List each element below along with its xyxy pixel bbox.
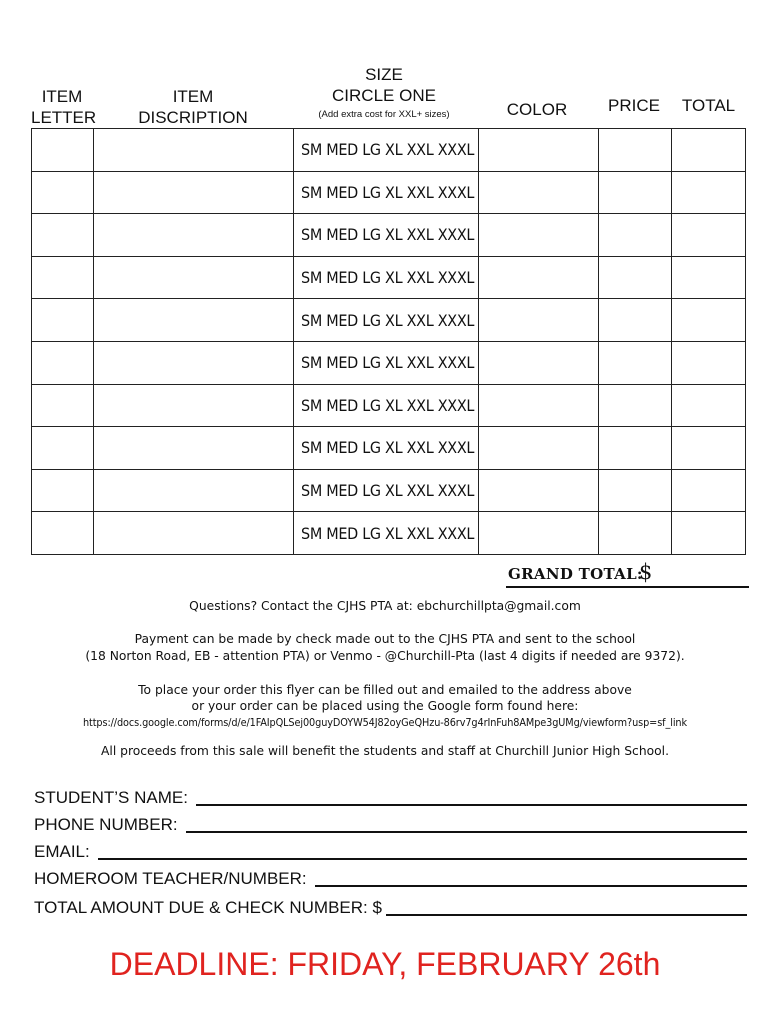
price-cell[interactable] <box>599 341 672 384</box>
header-size-line1: SIZE <box>365 65 403 84</box>
item-letter-cell[interactable] <box>32 341 94 384</box>
size-options-cell[interactable]: SM MED LG XL XXL XXXL <box>294 129 479 172</box>
header-color: COLOR <box>506 100 568 119</box>
table-row <box>32 129 746 172</box>
header-item-description-line2: DISCRIPTION <box>138 108 248 127</box>
phone-number-line[interactable] <box>186 831 747 833</box>
item-letter-cell[interactable] <box>32 214 94 257</box>
table-row <box>32 299 746 342</box>
total-cell[interactable] <box>672 171 746 214</box>
header-item-letter-line1: ITEM <box>41 87 83 106</box>
item-description-cell[interactable] <box>94 512 294 555</box>
header-item-description <box>133 86 253 128</box>
student-name-line[interactable] <box>196 804 747 806</box>
header-price: PRICE <box>608 96 660 115</box>
price-cell[interactable] <box>599 512 672 555</box>
header-size-line2: CIRCLE ONE <box>332 86 436 105</box>
color-cell[interactable] <box>479 512 599 555</box>
student-name-label: STUDENT’S NAME: <box>34 788 188 807</box>
size-options-cell[interactable]: SM MED LG XL XXL XXXL <box>294 512 479 555</box>
total-cell[interactable] <box>672 512 746 555</box>
email-line[interactable] <box>98 858 747 860</box>
item-letter-cell[interactable] <box>32 469 94 512</box>
item-letter-cell[interactable] <box>32 384 94 427</box>
table-row <box>32 512 746 555</box>
item-description-cell[interactable] <box>94 129 294 172</box>
price-cell[interactable] <box>599 427 672 470</box>
item-description-cell[interactable] <box>94 171 294 214</box>
color-cell[interactable] <box>479 214 599 257</box>
total-cell[interactable] <box>672 427 746 470</box>
total-cell[interactable] <box>672 384 746 427</box>
payment-text-line2: (18 Norton Road, EB - attention PTA) or Venmo - @Churchill-Pta (last 4 digits if needed are 9372). <box>85 649 685 663</box>
header-item-letter <box>31 86 97 128</box>
size-options-cell[interactable]: SM MED LG XL XXL XXXL <box>294 427 479 470</box>
header-item-letter-line2: LETTER <box>31 108 97 127</box>
grand-total[interactable] <box>506 560 749 588</box>
questions-text: Questions? Contact the CJHS PTA at: ebchurchillpta@gmail.com <box>189 599 581 613</box>
item-letter-cell[interactable] <box>32 256 94 299</box>
size-options-cell[interactable]: SM MED LG XL XXL XXXL <box>294 214 479 257</box>
total-cell[interactable] <box>672 129 746 172</box>
table-row <box>32 427 746 470</box>
homeroom-label: HOMEROOM TEACHER/NUMBER: <box>34 869 307 888</box>
grand-total-currency: $ <box>639 560 653 584</box>
item-letter-cell[interactable] <box>32 299 94 342</box>
header-item-description-line1: ITEM <box>172 87 214 106</box>
header-size <box>290 64 478 121</box>
homeroom-line[interactable] <box>315 885 747 887</box>
google-form-link[interactable]: https://docs.google.com/forms/d/e/1FAIpQLSej00guyDOYW54J82oyGeQHzu-86rv7g4rInFuh8AMpe3gUMg/viewform?usp=sf_link <box>82 716 688 729</box>
item-description-cell[interactable] <box>94 256 294 299</box>
price-cell[interactable] <box>599 469 672 512</box>
header-size-note: (Add extra cost for XXL+ sizes) <box>318 109 450 120</box>
order-table <box>31 128 746 555</box>
table-row <box>32 341 746 384</box>
homeroom-field[interactable] <box>34 867 747 889</box>
price-cell[interactable] <box>599 256 672 299</box>
header-total: TOTAL <box>681 96 736 115</box>
student-name-field[interactable] <box>34 786 747 808</box>
grand-total-label: GRAND TOTAL: <box>508 565 643 583</box>
table-row <box>32 469 746 512</box>
table-row <box>32 171 746 214</box>
total-cell[interactable] <box>672 256 746 299</box>
color-cell[interactable] <box>479 469 599 512</box>
item-description-cell[interactable] <box>94 384 294 427</box>
item-description-cell[interactable] <box>94 299 294 342</box>
price-cell[interactable] <box>599 299 672 342</box>
item-description-cell[interactable] <box>94 214 294 257</box>
price-cell[interactable] <box>599 129 672 172</box>
total-due-line[interactable] <box>386 914 747 916</box>
size-options-cell[interactable]: SM MED LG XL XXL XXXL <box>294 469 479 512</box>
email-label: EMAIL: <box>34 842 90 861</box>
size-options-cell[interactable]: SM MED LG XL XXL XXXL <box>294 171 479 214</box>
order-text-line2: or your order can be placed using the Google form found here: <box>191 699 579 713</box>
email-field[interactable] <box>34 840 747 862</box>
payment-text-line1: Payment can be made by check made out to the CJHS PTA and sent to the school <box>134 632 636 646</box>
size-options-cell[interactable]: SM MED LG XL XXL XXXL <box>294 299 479 342</box>
total-cell[interactable] <box>672 341 746 384</box>
color-cell[interactable] <box>479 129 599 172</box>
total-due-field[interactable] <box>34 896 747 918</box>
item-letter-cell[interactable] <box>32 171 94 214</box>
total-due-label: TOTAL AMOUNT DUE & CHECK NUMBER: $ <box>34 898 382 917</box>
table-row <box>32 214 746 257</box>
total-cell[interactable] <box>672 299 746 342</box>
item-letter-cell[interactable] <box>32 512 94 555</box>
item-description-cell[interactable] <box>94 427 294 470</box>
price-cell[interactable] <box>599 171 672 214</box>
price-cell[interactable] <box>599 214 672 257</box>
table-row <box>32 384 746 427</box>
size-options-cell[interactable]: SM MED LG XL XXL XXXL <box>294 341 479 384</box>
phone-number-field[interactable] <box>34 813 747 835</box>
table-row <box>32 256 746 299</box>
total-cell[interactable] <box>672 214 746 257</box>
color-cell[interactable] <box>479 299 599 342</box>
item-description-cell[interactable] <box>94 469 294 512</box>
item-letter-cell[interactable] <box>32 129 94 172</box>
price-cell[interactable] <box>599 384 672 427</box>
color-cell[interactable] <box>479 256 599 299</box>
color-cell[interactable] <box>479 384 599 427</box>
item-letter-cell[interactable] <box>32 427 94 470</box>
total-cell[interactable] <box>672 469 746 512</box>
item-description-cell[interactable] <box>94 341 294 384</box>
color-cell[interactable] <box>479 171 599 214</box>
deadline-banner: DEADLINE: FRIDAY, FEBRUARY 26th <box>109 946 661 982</box>
color-cell[interactable] <box>479 341 599 384</box>
phone-number-label: PHONE NUMBER: <box>34 815 178 834</box>
proceeds-text: All proceeds from this sale will benefit the students and staff at Churchill Junior High School. <box>101 744 669 758</box>
color-cell[interactable] <box>479 427 599 470</box>
size-options-cell[interactable]: SM MED LG XL XXL XXXL <box>294 256 479 299</box>
size-options-cell[interactable]: SM MED LG XL XXL XXXL <box>294 384 479 427</box>
order-text-line1: To place your order this flyer can be filled out and emailed to the address above <box>138 683 632 697</box>
